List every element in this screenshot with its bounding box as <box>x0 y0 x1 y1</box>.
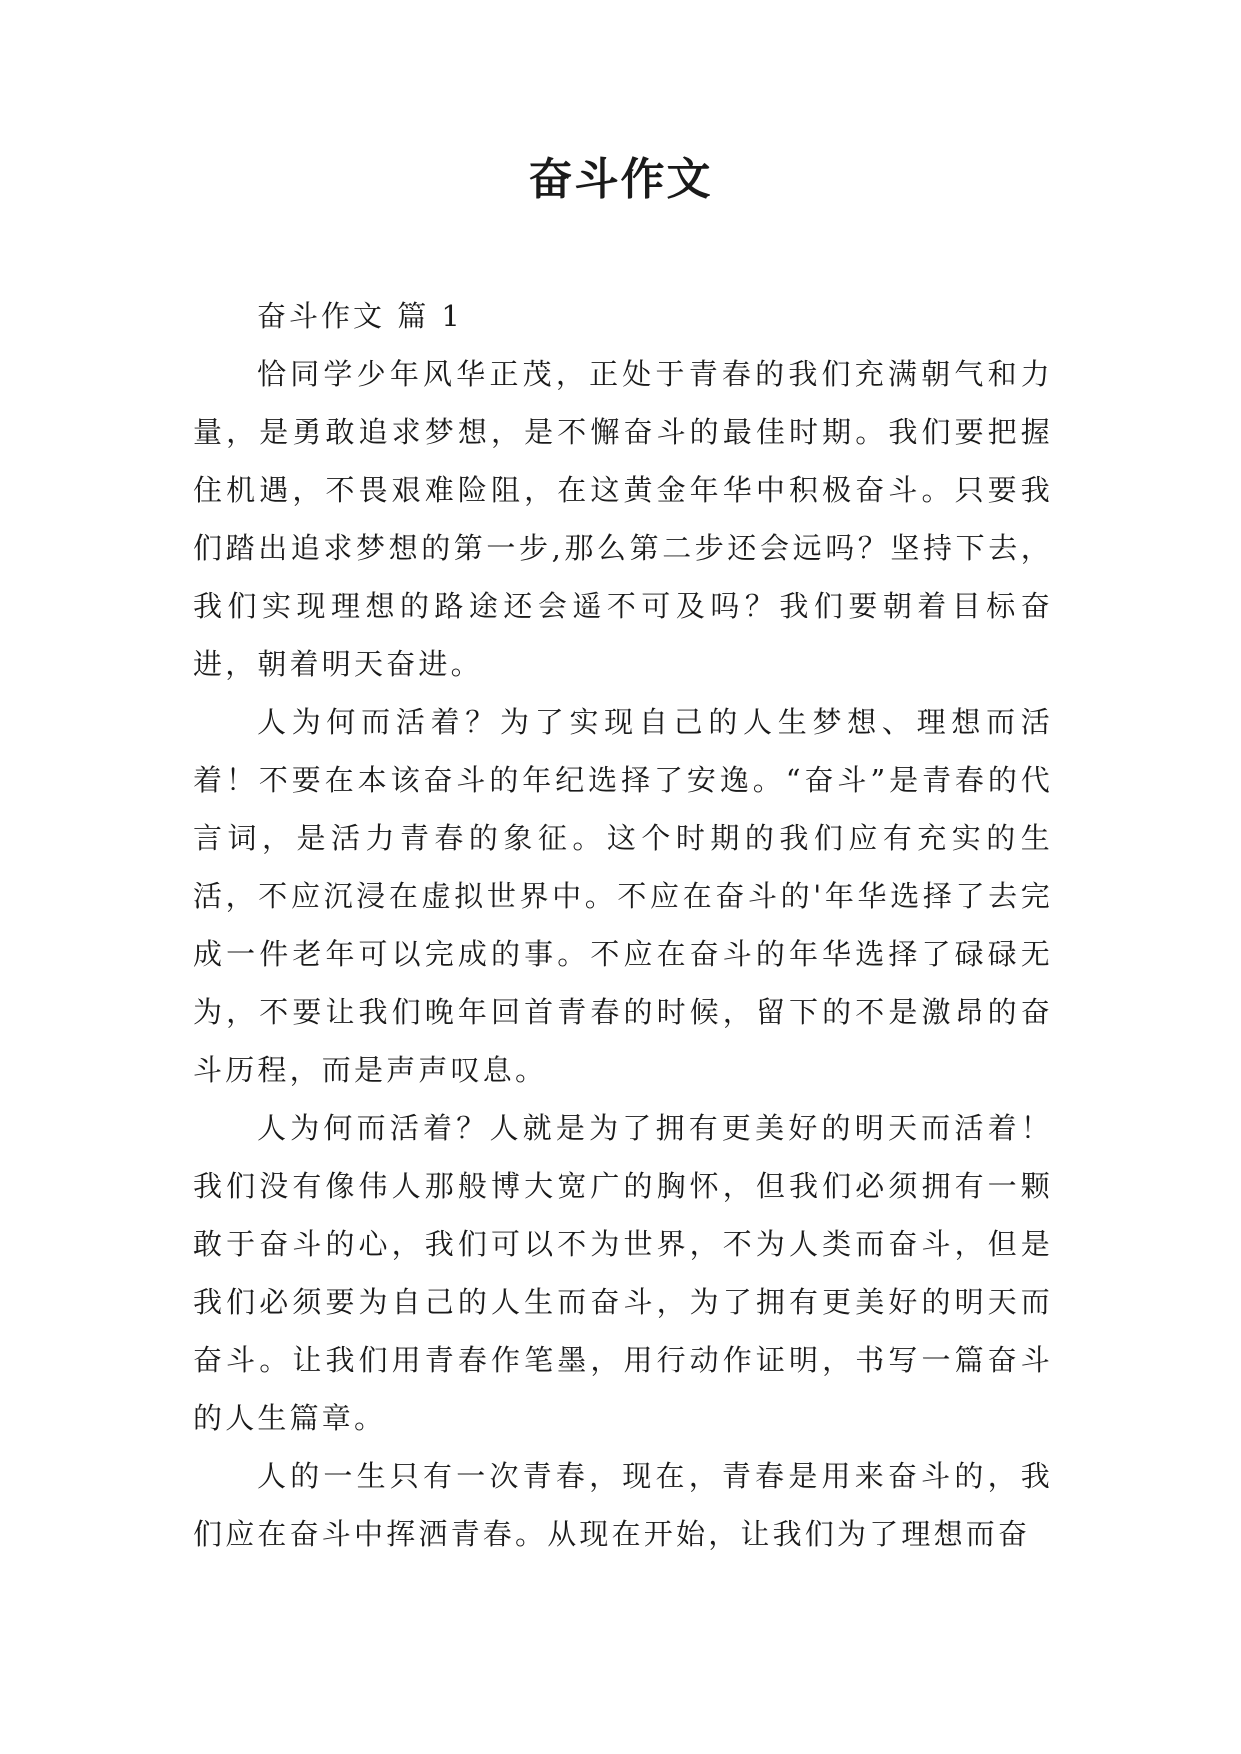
paragraph-4: 人的一生只有一次青春，现在，青春是用来奋斗的，我们应在奋斗中挥洒青春。从现在开始，让我们为了理想而奋 <box>193 1459 1053 1551</box>
paragraph-1: 恰同学少年风华正茂，正处于青春的我们充满朝气和力量，是勇敢追求梦想，是不懈奋斗的最佳时期。我们要把握住机遇，不畏艰难险阻，在这黄金年华中积极奋斗。只要我们踏出追求梦想的第一步,那么第二步还会远吗？坚持下去，我们实现理想的路途还会遥不可及吗？我们要朝着目标奋进，朝着明天奋进。 <box>193 357 1053 681</box>
document-title: 奋斗作文 <box>528 154 713 205</box>
paragraph-2: 人为何而活着？为了实现自己的人生梦想、理想而活着！不要在本该奋斗的年纪选择了安逸。“奋斗”是青春的代言词，是活力青春的象征。这个时期的我们应有充实的生活，不应沉浸在虚拟世界中。不应在奋斗的'年华选择了去完成一件老年可以完成的事。不应在奋斗的年华选择了碌碌无为，不要让我们晚年回首青春的时候，留下的不是激昂的奋斗历程，而是声声叹息。 <box>193 705 1053 1087</box>
paragraph-3: 人为何而活着？人就是为了拥有更美好的明天而活着！我们没有像伟人那般博大宽广的胸怀，但我们必须拥有一颗敢于奋斗的心，我们可以不为世界，不为人类而奋斗，但是我们必须要为自己的人生而奋斗，为了拥有更美好的明天而奋斗。让我们用青春作笔墨，用行动作证明，书写一篇奋斗的人生篇章。 <box>193 1111 1053 1435</box>
section-heading: 奋斗作文 篇 1 <box>257 299 463 333</box>
document-body <box>193 287 1053 1563</box>
